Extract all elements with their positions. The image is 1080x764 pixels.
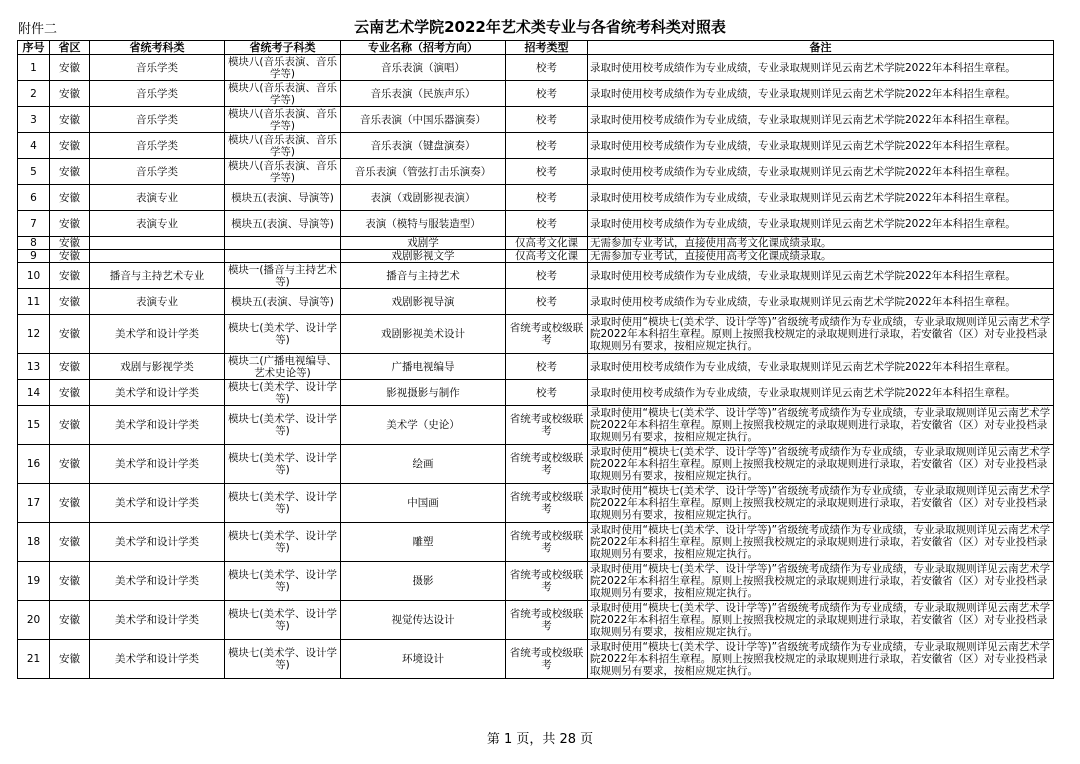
major-name-cell: 音乐表演（中国乐器演奏） xyxy=(341,107,506,133)
major-name-cell: 戏剧影视导演 xyxy=(341,289,506,315)
table-row xyxy=(18,81,1054,107)
major-name-cell: 美术学（史论） xyxy=(341,406,506,445)
column-header: 省统考科类 xyxy=(90,41,225,55)
admission-type-cell: 仅高考文化课 xyxy=(506,237,588,250)
admission-type-cell: 校考 xyxy=(506,289,588,315)
admission-type-cell: 省统考或校级联考 xyxy=(506,406,588,445)
table-row xyxy=(18,159,1054,185)
row-number-cell: 14 xyxy=(18,380,50,406)
exam-category-cell: 音乐学类 xyxy=(90,55,225,81)
row-number-cell: 17 xyxy=(18,484,50,523)
exam-subcategory-cell: 模块五(表演、导演等) xyxy=(225,185,341,211)
province-cell: 安徽 xyxy=(50,133,90,159)
row-number-cell: 2 xyxy=(18,81,50,107)
province-cell: 安徽 xyxy=(50,263,90,289)
exam-category-cell: 美术学和设计学类 xyxy=(90,562,225,601)
province-cell: 安徽 xyxy=(50,107,90,133)
major-name-cell: 环境设计 xyxy=(341,640,506,679)
province-cell: 安徽 xyxy=(50,289,90,315)
table-row xyxy=(18,601,1054,640)
remarks-cell: 录取时使用“模块七(美术学、设计学等)”省级统考成绩作为专业成绩，专业录取规则详见云南艺术学院2022年本科招生章程。原则上按照我校规定的录取规则进行录取，若安徽省（区）对专业投档录取规则另有要求，按相应规定执行。 xyxy=(588,406,1054,445)
column-header: 序号 xyxy=(18,41,50,55)
remarks-cell: 录取时使用“模块七(美术学、设计学等)”省级统考成绩作为专业成绩，专业录取规则详见云南艺术学院2022年本科招生章程。原则上按照我校规定的录取规则进行录取，若安徽省（区）对专业投档录取规则另有要求，按相应规定执行。 xyxy=(588,523,1054,562)
page-number: 第 1 页，共 28 页 xyxy=(486,732,594,747)
province-cell: 安徽 xyxy=(50,406,90,445)
exam-subcategory-cell: 模块七(美术学、设计学等) xyxy=(225,406,341,445)
exam-category-cell: 音乐学类 xyxy=(90,81,225,107)
exam-subcategory-cell: 模块七(美术学、设计学等) xyxy=(225,445,341,484)
exam-category-cell: 美术学和设计学类 xyxy=(90,640,225,679)
province-cell: 安徽 xyxy=(50,159,90,185)
province-cell: 安徽 xyxy=(50,237,90,250)
table-row xyxy=(18,263,1054,289)
table-row xyxy=(18,445,1054,484)
admission-type-cell: 校考 xyxy=(506,55,588,81)
remarks-cell: 录取时使用“模块七(美术学、设计学等)”省级统考成绩作为专业成绩，专业录取规则详见云南艺术学院2022年本科招生章程。原则上按照我校规定的录取规则进行录取，若安徽省（区）对专业投档录取规则另有要求，按相应规定执行。 xyxy=(588,484,1054,523)
table-row xyxy=(18,523,1054,562)
exam-subcategory-cell: 模块七(美术学、设计学等) xyxy=(225,601,341,640)
major-name-cell: 戏剧影视文学 xyxy=(341,250,506,263)
admission-type-cell: 校考 xyxy=(506,133,588,159)
admission-type-cell: 省统考或校级联考 xyxy=(506,484,588,523)
major-name-cell: 播音与主持艺术 xyxy=(341,263,506,289)
exam-category-cell: 美术学和设计学类 xyxy=(90,445,225,484)
column-header: 省统考子科类 xyxy=(225,41,341,55)
column-header: 省区 xyxy=(50,41,90,55)
table-row xyxy=(18,211,1054,237)
exam-category-cell: 美术学和设计学类 xyxy=(90,406,225,445)
admission-type-cell: 校考 xyxy=(506,380,588,406)
remarks-cell: 录取时使用校考成绩作为专业成绩，专业录取规则详见云南艺术学院2022年本科招生章程。 xyxy=(588,159,1054,185)
exam-category-cell: 美术学和设计学类 xyxy=(90,315,225,354)
row-number-cell: 3 xyxy=(18,107,50,133)
remarks-cell: 录取时使用校考成绩作为专业成绩，专业录取规则详见云南艺术学院2022年本科招生章程。 xyxy=(588,263,1054,289)
exam-category-cell xyxy=(90,250,225,263)
table-row xyxy=(18,55,1054,81)
remarks-cell: 录取时使用校考成绩作为专业成绩，专业录取规则详见云南艺术学院2022年本科招生章程。 xyxy=(588,289,1054,315)
admission-type-cell: 省统考或校级联考 xyxy=(506,562,588,601)
province-cell: 安徽 xyxy=(50,640,90,679)
major-name-cell: 雕塑 xyxy=(341,523,506,562)
exam-subcategory-cell: 模块一(播音与主持艺术等) xyxy=(225,263,341,289)
row-number-cell: 6 xyxy=(18,185,50,211)
row-number-cell: 13 xyxy=(18,354,50,380)
row-number-cell: 8 xyxy=(18,237,50,250)
major-name-cell: 音乐表演（民族声乐） xyxy=(341,81,506,107)
major-name-cell: 表演（戏剧影视表演） xyxy=(341,185,506,211)
exam-category-cell: 戏剧与影视学类 xyxy=(90,354,225,380)
admission-type-cell: 校考 xyxy=(506,107,588,133)
exam-category-cell: 表演专业 xyxy=(90,211,225,237)
exam-subcategory-cell: 模块八(音乐表演、音乐学等) xyxy=(225,133,341,159)
exam-category-cell: 音乐学类 xyxy=(90,133,225,159)
remarks-cell: 录取时使用校考成绩作为专业成绩，专业录取规则详见云南艺术学院2022年本科招生章程。 xyxy=(588,133,1054,159)
exam-subcategory-cell: 模块七(美术学、设计学等) xyxy=(225,380,341,406)
row-number-cell: 16 xyxy=(18,445,50,484)
table-row xyxy=(18,640,1054,679)
major-name-cell: 影视摄影与制作 xyxy=(341,380,506,406)
province-cell: 安徽 xyxy=(50,484,90,523)
admission-type-cell: 校考 xyxy=(506,263,588,289)
remarks-cell: 无需参加专业考试，直接使用高考文化课成绩录取。 xyxy=(588,250,1054,263)
major-name-cell: 中国画 xyxy=(341,484,506,523)
exam-subcategory-cell: 模块七(美术学、设计学等) xyxy=(225,484,341,523)
province-cell: 安徽 xyxy=(50,55,90,81)
remarks-cell: 录取时使用校考成绩作为专业成绩，专业录取规则详见云南艺术学院2022年本科招生章程。 xyxy=(588,354,1054,380)
row-number-cell: 12 xyxy=(18,315,50,354)
row-number-cell: 5 xyxy=(18,159,50,185)
exam-category-cell: 表演专业 xyxy=(90,185,225,211)
admission-type-cell: 省统考或校级联考 xyxy=(506,601,588,640)
admission-type-cell: 省统考或校级联考 xyxy=(506,523,588,562)
exam-subcategory-cell: 模块五(表演、导演等) xyxy=(225,289,341,315)
admission-type-cell: 省统考或校级联考 xyxy=(506,315,588,354)
column-header: 招考类型 xyxy=(506,41,588,55)
attachment-label: 附件二 xyxy=(18,22,58,37)
row-number-cell: 9 xyxy=(18,250,50,263)
remarks-cell: 录取时使用校考成绩作为专业成绩，专业录取规则详见云南艺术学院2022年本科招生章程。 xyxy=(588,81,1054,107)
major-mapping-table xyxy=(17,40,1054,679)
exam-category-cell: 音乐学类 xyxy=(90,107,225,133)
exam-category-cell: 美术学和设计学类 xyxy=(90,484,225,523)
table-row xyxy=(18,250,1054,263)
exam-subcategory-cell: 模块二(广播电视编导、艺术史论等) xyxy=(225,354,341,380)
province-cell: 安徽 xyxy=(50,81,90,107)
major-name-cell: 绘画 xyxy=(341,445,506,484)
exam-subcategory-cell: 模块五(表演、导演等) xyxy=(225,211,341,237)
table-row xyxy=(18,185,1054,211)
row-number-cell: 15 xyxy=(18,406,50,445)
table-row xyxy=(18,107,1054,133)
admission-type-cell: 校考 xyxy=(506,354,588,380)
major-name-cell: 戏剧影视美术设计 xyxy=(341,315,506,354)
admission-type-cell: 省统考或校级联考 xyxy=(506,445,588,484)
province-cell: 安徽 xyxy=(50,562,90,601)
exam-category-cell xyxy=(90,237,225,250)
major-name-cell: 摄影 xyxy=(341,562,506,601)
province-cell: 安徽 xyxy=(50,601,90,640)
table-body xyxy=(18,55,1054,679)
exam-subcategory-cell xyxy=(225,250,341,263)
province-cell: 安徽 xyxy=(50,354,90,380)
major-name-cell: 表演（模特与服装造型） xyxy=(341,211,506,237)
exam-subcategory-cell xyxy=(225,237,341,250)
exam-subcategory-cell: 模块七(美术学、设计学等) xyxy=(225,523,341,562)
major-name-cell: 音乐表演（键盘演奏） xyxy=(341,133,506,159)
remarks-cell: 录取时使用“模块七(美术学、设计学等)”省级统考成绩作为专业成绩，专业录取规则详见云南艺术学院2022年本科招生章程。原则上按照我校规定的录取规则进行录取，若安徽省（区）对专业投档录取规则另有要求，按相应规定执行。 xyxy=(588,601,1054,640)
admission-type-cell: 校考 xyxy=(506,211,588,237)
row-number-cell: 7 xyxy=(18,211,50,237)
exam-category-cell: 美术学和设计学类 xyxy=(90,380,225,406)
exam-subcategory-cell: 模块七(美术学、设计学等) xyxy=(225,640,341,679)
major-name-cell: 视觉传达设计 xyxy=(341,601,506,640)
row-number-cell: 20 xyxy=(18,601,50,640)
column-header: 专业名称（招考方向） xyxy=(341,41,506,55)
exam-category-cell: 播音与主持艺术专业 xyxy=(90,263,225,289)
table-row xyxy=(18,315,1054,354)
table-row xyxy=(18,380,1054,406)
province-cell: 安徽 xyxy=(50,523,90,562)
major-name-cell: 音乐表演（演唱） xyxy=(341,55,506,81)
exam-subcategory-cell: 模块八(音乐表演、音乐学等) xyxy=(225,159,341,185)
table-row xyxy=(18,289,1054,315)
table-row xyxy=(18,354,1054,380)
row-number-cell: 11 xyxy=(18,289,50,315)
exam-subcategory-cell: 模块八(音乐表演、音乐学等) xyxy=(225,55,341,81)
exam-category-cell: 音乐学类 xyxy=(90,159,225,185)
row-number-cell: 18 xyxy=(18,523,50,562)
province-cell: 安徽 xyxy=(50,380,90,406)
exam-subcategory-cell: 模块七(美术学、设计学等) xyxy=(225,562,341,601)
remarks-cell: 录取时使用校考成绩作为专业成绩，专业录取规则详见云南艺术学院2022年本科招生章程。 xyxy=(588,380,1054,406)
province-cell: 安徽 xyxy=(50,185,90,211)
row-number-cell: 19 xyxy=(18,562,50,601)
province-cell: 安徽 xyxy=(50,250,90,263)
table-row xyxy=(18,562,1054,601)
exam-category-cell: 表演专业 xyxy=(90,289,225,315)
major-name-cell: 戏剧学 xyxy=(341,237,506,250)
column-header: 备注 xyxy=(588,41,1054,55)
exam-category-cell: 美术学和设计学类 xyxy=(90,601,225,640)
major-name-cell: 音乐表演（管弦打击乐演奏） xyxy=(341,159,506,185)
remarks-cell: 无需参加专业考试，直接使用高考文化课成绩录取。 xyxy=(588,237,1054,250)
row-number-cell: 10 xyxy=(18,263,50,289)
major-name-cell: 广播电视编导 xyxy=(341,354,506,380)
admission-type-cell: 校考 xyxy=(506,81,588,107)
remarks-cell: 录取时使用“模块七(美术学、设计学等)”省级统考成绩作为专业成绩，专业录取规则详见云南艺术学院2022年本科招生章程。原则上按照我校规定的录取规则进行录取，若安徽省（区）对专业投档录取规则另有要求，按相应规定执行。 xyxy=(588,562,1054,601)
admission-type-cell: 校考 xyxy=(506,185,588,211)
page-title: 云南艺术学院2022年艺术类专业与各省统考科类对照表 xyxy=(354,18,726,36)
remarks-cell: 录取时使用校考成绩作为专业成绩，专业录取规则详见云南艺术学院2022年本科招生章程。 xyxy=(588,55,1054,81)
remarks-cell: 录取时使用校考成绩作为专业成绩，专业录取规则详见云南艺术学院2022年本科招生章程。 xyxy=(588,107,1054,133)
admission-type-cell: 省统考或校级联考 xyxy=(506,640,588,679)
exam-subcategory-cell: 模块八(音乐表演、音乐学等) xyxy=(225,107,341,133)
remarks-cell: 录取时使用校考成绩作为专业成绩，专业录取规则详见云南艺术学院2022年本科招生章程。 xyxy=(588,185,1054,211)
row-number-cell: 4 xyxy=(18,133,50,159)
table-row xyxy=(18,133,1054,159)
province-cell: 安徽 xyxy=(50,211,90,237)
province-cell: 安徽 xyxy=(50,445,90,484)
table-row xyxy=(18,484,1054,523)
remarks-cell: 录取时使用“模块七(美术学、设计学等)”省级统考成绩作为专业成绩，专业录取规则详见云南艺术学院2022年本科招生章程。原则上按照我校规定的录取规则进行录取，若安徽省（区）对专业投档录取规则另有要求，按相应规定执行。 xyxy=(588,445,1054,484)
exam-subcategory-cell: 模块七(美术学、设计学等) xyxy=(225,315,341,354)
table-row xyxy=(18,406,1054,445)
row-number-cell: 21 xyxy=(18,640,50,679)
remarks-cell: 录取时使用“模块七(美术学、设计学等)”省级统考成绩作为专业成绩，专业录取规则详见云南艺术学院2022年本科招生章程。原则上按照我校规定的录取规则进行录取，若安徽省（区）对专业投档录取规则另有要求，按相应规定执行。 xyxy=(588,315,1054,354)
province-cell: 安徽 xyxy=(50,315,90,354)
remarks-cell: 录取时使用“模块七(美术学、设计学等)”省级统考成绩作为专业成绩，专业录取规则详见云南艺术学院2022年本科招生章程。原则上按照我校规定的录取规则进行录取，若安徽省（区）对专业投档录取规则另有要求，按相应规定执行。 xyxy=(588,640,1054,679)
exam-subcategory-cell: 模块八(音乐表演、音乐学等) xyxy=(225,81,341,107)
admission-type-cell: 仅高考文化课 xyxy=(506,250,588,263)
row-number-cell: 1 xyxy=(18,55,50,81)
exam-category-cell: 美术学和设计学类 xyxy=(90,523,225,562)
table-header-row xyxy=(18,41,1054,55)
table-row xyxy=(18,237,1054,250)
admission-type-cell: 校考 xyxy=(506,159,588,185)
remarks-cell: 录取时使用校考成绩作为专业成绩，专业录取规则详见云南艺术学院2022年本科招生章程。 xyxy=(588,211,1054,237)
